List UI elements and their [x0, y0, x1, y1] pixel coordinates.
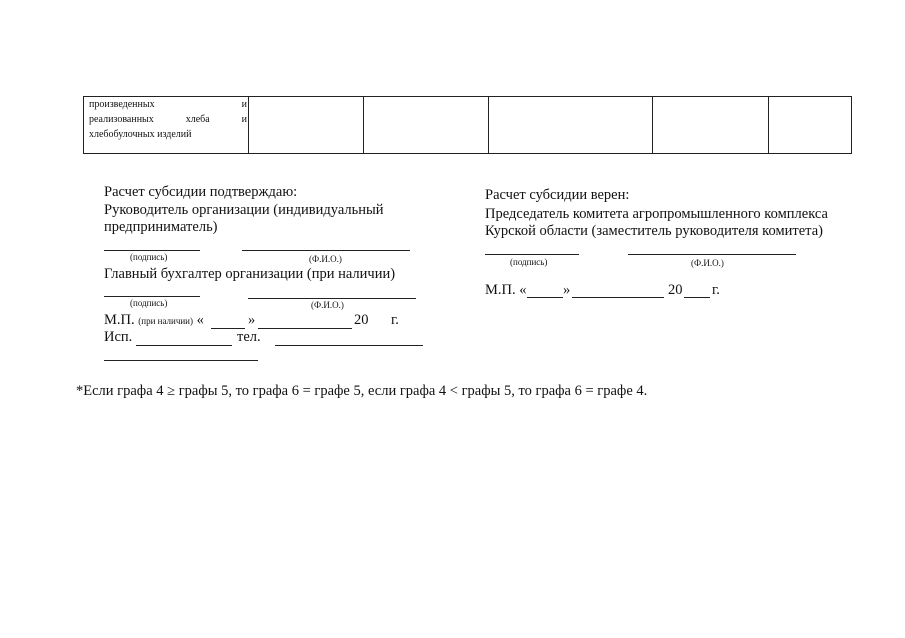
- chair-title: Председатель комитета агропромышленного комплекса: [485, 206, 828, 222]
- subsidy-table: [83, 96, 852, 154]
- head-signature-line: [104, 250, 200, 251]
- left-quote-close: »: [248, 312, 256, 328]
- head-fio-line: [242, 250, 410, 251]
- right-month-line: [572, 297, 664, 298]
- extra-line: [104, 360, 258, 361]
- right-year: 20: [668, 282, 683, 298]
- right-seal-label: М.П. «: [485, 282, 527, 298]
- right-year-line: [684, 297, 710, 298]
- table-column-divider: [488, 97, 489, 153]
- footnote: *Если графа 4 ≥ графы 5, то графа 6 = графе 5, если графа 4 < графы 5, то графа 6 = графе 4.: [76, 383, 648, 399]
- table-column-divider: [652, 97, 653, 153]
- right-day-line: [527, 297, 563, 298]
- org-head-title: Руководитель организации (индивидуальный: [104, 202, 384, 218]
- head-fio-caption: (Ф.И.О.): [309, 254, 342, 264]
- table-column-divider: [363, 97, 364, 153]
- left-seal-line: М.П. (при наличии) «: [104, 312, 204, 328]
- executor-line: [136, 345, 232, 346]
- confirm-heading: Расчет субсидии подтверждаю:: [104, 184, 298, 200]
- left-month-line: [258, 328, 352, 329]
- accountant-fio-line: [248, 298, 416, 299]
- left-year-suffix: г.: [391, 312, 399, 328]
- table-column-divider: [768, 97, 769, 153]
- chair-fio-line: [628, 254, 796, 255]
- phone-line: [275, 345, 423, 346]
- table-row-label: произведенных и реализованных хлеба и хлебобулочных изделий: [89, 99, 247, 140]
- executor-label: Исп.: [104, 329, 133, 345]
- accountant-signature-line: [104, 296, 200, 297]
- org-head-title-cont: предприниматель): [104, 219, 218, 235]
- head-signature-caption: (подпись): [130, 252, 168, 262]
- right-quote-close: »: [563, 282, 571, 298]
- chief-accountant-title: Главный бухгалтер организации (при наличии): [104, 266, 396, 282]
- right-year-suffix: г.: [712, 282, 720, 298]
- chair-fio-caption: (Ф.И.О.): [691, 258, 724, 268]
- chair-title-cont: Курской области (заместитель руководителя комитета): [485, 223, 823, 239]
- phone-label: тел.: [237, 329, 261, 345]
- table-column-divider: [248, 97, 249, 153]
- chair-signature-line: [485, 254, 579, 255]
- left-year: 20: [354, 312, 369, 328]
- correct-heading: Расчет субсидии верен:: [485, 187, 630, 203]
- accountant-signature-caption: (подпись): [130, 298, 168, 308]
- chair-signature-caption: (подпись): [510, 257, 548, 267]
- accountant-fio-caption: (Ф.И.О.): [311, 300, 344, 310]
